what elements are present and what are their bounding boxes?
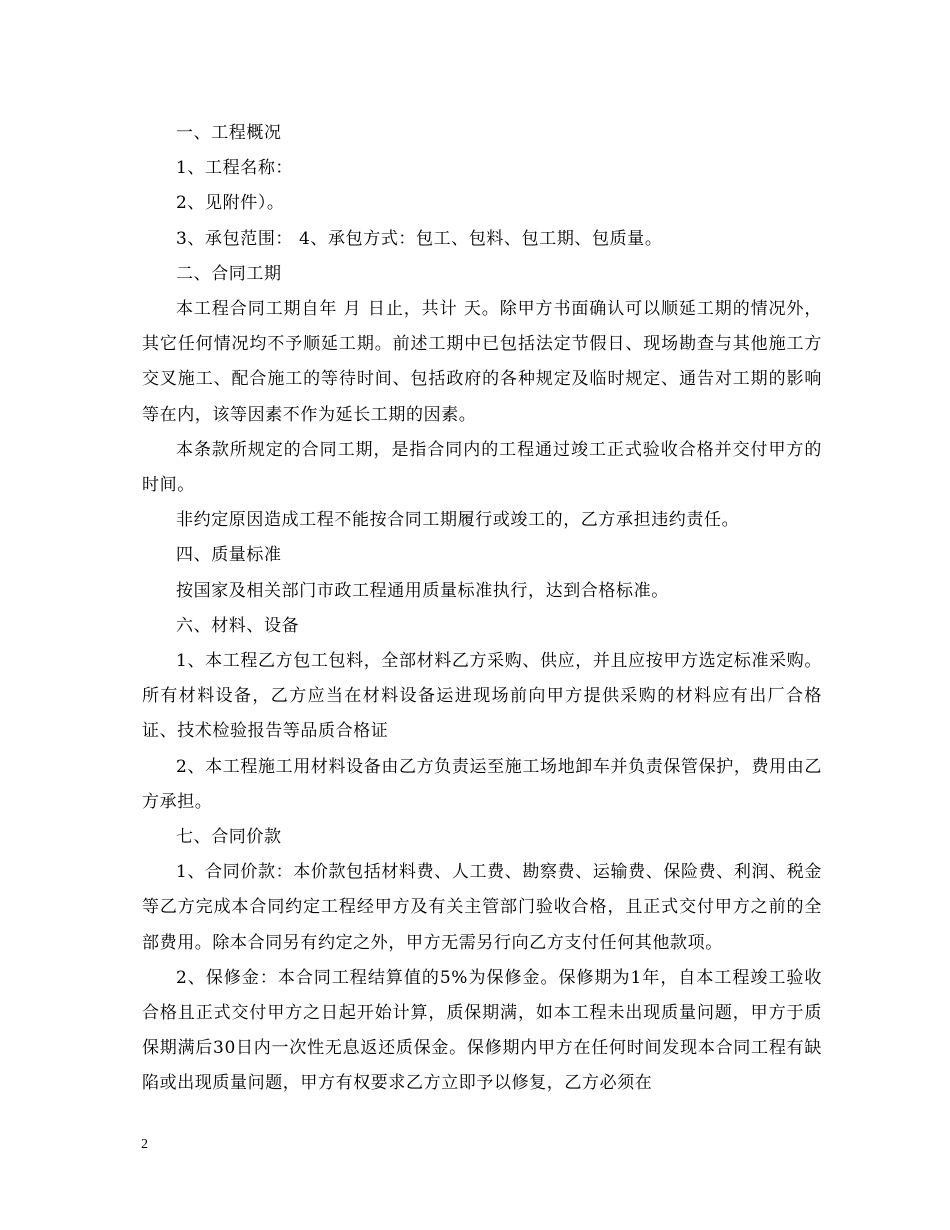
item-contract-scope-and-method: 3、承包范围： 4、承包方式：包工、包料、包工期、包质量。 (176, 228, 663, 249)
paragraph-contract-price: 1、合同价款：本价款包括材料费、人工费、勘察费、运输费、保险费、利润、税金等乙方完成本合同约定工程经甲方及有关主管部门验收合格，且正式交付甲方之前的全部费用。除本合同另有约定之外，甲方无需另行向乙方支付任何其他款项。 (142, 862, 822, 953)
paragraph-contract-period-definition: 本条款所规定的合同工期，是指合同内的工程通过竣工正式验收合格并交付甲方的时间。 (142, 439, 822, 496)
paragraph-materials-procurement: 1、本工程乙方包工包料，全部材料乙方采购、供应，并且应按甲方选定标准采购。所有材料设备，乙方应当在材料设备运进现场前向甲方提供采购的材料应有出厂合格证、技术检验报告等品质合格证 (142, 651, 822, 742)
heading-materials-equipment: 六、材料、设备 (176, 615, 300, 636)
page-number: 2 (141, 1137, 148, 1152)
heading-quality-standard: 四、质量标准 (176, 545, 282, 566)
paragraph-quality-standard: 按国家及相关部门市政工程通用质量标准执行，达到合格标准。 (176, 580, 669, 601)
item-project-name: 1、工程名称： (176, 158, 294, 179)
heading-contract-price: 七、合同价款 (176, 827, 282, 848)
paragraph-materials-transport: 2、本工程施工用材料设备由乙方负责运至施工场地卸车并负责保管保护，费用由乙方承担。 (142, 756, 822, 812)
heading-project-overview: 一、工程概况 (176, 123, 282, 143)
paragraph-breach-liability: 非约定原因造成工程不能按合同工期履行或竣工的，乙方承担违约责任。 (176, 510, 740, 531)
item-see-attachment: 2、见附件）。 (176, 193, 285, 214)
paragraph-contract-period-terms: 本工程合同工期自年 月 日止，共计 天。除甲方书面确认可以顺延工期的情况外，其它任何情况均不予顺延工期。前述工期中已包括法定节假日、现场勘查与其他施工方交叉施工、配合施工的等待时间、包括政府的各种规定及临时规定、通告对工期的影响等在内，该等因素不作为延长工期的因素。 (142, 299, 822, 425)
document-body (142, 116, 822, 1102)
paragraph-warranty-deposit: 2、保修金：本合同工程结算值的5%为保修金。保修期为1年，自本工程竣工验收合格且正式交付甲方之日起开始计算，质保期满，如本工程未出现质量问题，甲方于质保期满后30日内一次性无息返还质保金。保修期内甲方在任何时间发现本合同工程有缺陷或出现质量问题，甲方有权要求乙方立即予以修复，乙方必须在 (142, 967, 822, 1094)
heading-contract-period: 二、合同工期 (176, 263, 282, 284)
